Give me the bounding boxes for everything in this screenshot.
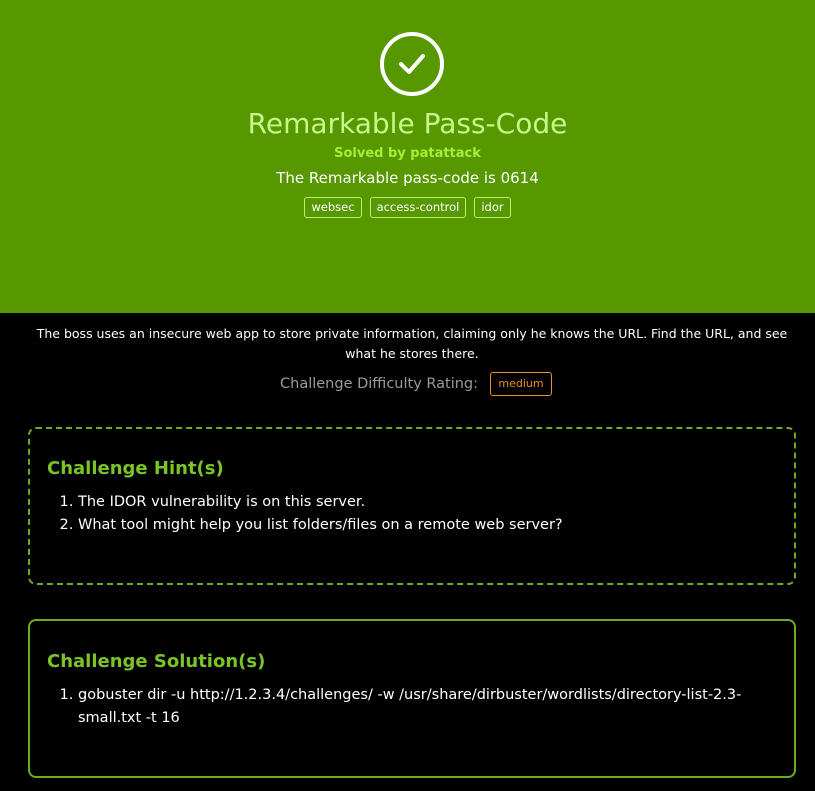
solutions-title: Challenge Solution(s) <box>47 651 266 672</box>
solutions-list <box>78 684 768 730</box>
solved-by-text: Solved by patattack <box>334 146 481 161</box>
tag-websec[interactable]: websec <box>304 197 361 218</box>
check-circle-icon <box>380 32 444 96</box>
hints-title: Challenge Hint(s) <box>47 458 224 479</box>
tag-access-control[interactable]: access-control <box>370 197 467 218</box>
challenge-title: Remarkable Pass-Code <box>247 107 568 140</box>
solution-item: 1. gobuster dir -u http://1.2.3.4/challenges/ -w /usr/share/dirbuster/wordlists/directory-list-2.3-small.txt -t 16 <box>78 684 768 730</box>
hint-item: 2. What tool might help you list folders/files on a remote web server? <box>78 514 768 537</box>
difficulty-label: Challenge Difficulty Rating: <box>280 376 479 392</box>
tag-idor[interactable]: idor <box>474 197 510 218</box>
tag-list <box>0 197 815 218</box>
hints-list <box>78 491 768 537</box>
difficulty-badge: medium <box>490 372 552 396</box>
hint-item: 1. The IDOR vulnerability is on this server. <box>78 491 768 514</box>
solutions-panel <box>28 619 796 778</box>
passcode-text: The Remarkable pass-code is 0614 <box>276 169 539 187</box>
challenge-header <box>0 0 815 313</box>
hints-panel <box>28 427 796 585</box>
challenge-description: The boss uses an insecure web app to store private information, claiming only he knows the URL. Find the URL, and see what he stores there. <box>36 326 788 361</box>
